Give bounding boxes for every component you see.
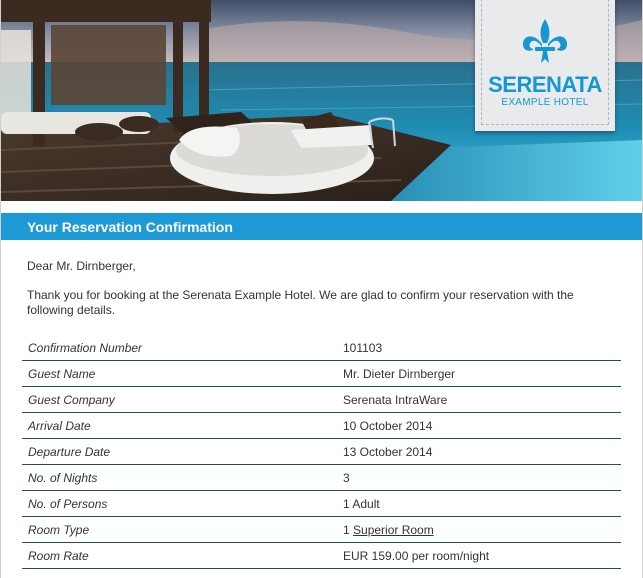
detail-label: Room Type (22, 517, 333, 543)
page-title: Your Reservation Confirmation (27, 219, 233, 235)
detail-label: Guest Name (22, 361, 333, 387)
detail-value: Mr. Dieter Dirnberger (333, 361, 621, 387)
hotel-name: SERENATA (488, 72, 602, 97)
confirmation-header (1, 213, 642, 240)
table-row (22, 491, 621, 517)
hotel-logo (475, 0, 615, 131)
hotel-subtitle: EXAMPLE HOTEL (501, 97, 589, 108)
table-row (22, 387, 621, 413)
message-body (27, 258, 617, 318)
greeting-text: Dear Mr. Dirnberger, (27, 259, 136, 273)
table-row (22, 465, 621, 491)
room-count: 1 (343, 522, 354, 537)
detail-label: Guest Company (22, 387, 333, 413)
detail-label: Arrival Date (22, 413, 333, 439)
intro-text: Thank you for booking at the Serenata Example Hotel. We are glad to confirm your reservation with the following details. (27, 288, 574, 317)
room-type-link[interactable]: Superior Room (353, 522, 434, 537)
table-row (22, 439, 621, 465)
detail-label: Confirmation Number (22, 335, 333, 361)
detail-value: 10 October 2014 (333, 413, 621, 439)
detail-value: 3 (333, 465, 621, 491)
detail-value (333, 517, 621, 543)
detail-value: 1 Adult (333, 491, 621, 517)
table-row (22, 517, 621, 543)
detail-label: No. of Persons (22, 491, 333, 517)
reservation-details-table (22, 335, 621, 569)
table-row (22, 335, 621, 361)
table-row (22, 543, 621, 569)
detail-value: 101103 (333, 335, 621, 361)
detail-value: EUR 159.00 per room/night (333, 543, 621, 569)
detail-value: Serenata IntraWare (333, 387, 621, 413)
fleur-de-lis-icon (520, 17, 570, 67)
detail-value: 13 October 2014 (333, 439, 621, 465)
detail-label: No. of Nights (22, 465, 333, 491)
detail-label: Departure Date (22, 439, 333, 465)
table-row (22, 413, 621, 439)
detail-label: Room Rate (22, 543, 333, 569)
table-row (22, 361, 621, 387)
hero-image (1, 0, 642, 201)
